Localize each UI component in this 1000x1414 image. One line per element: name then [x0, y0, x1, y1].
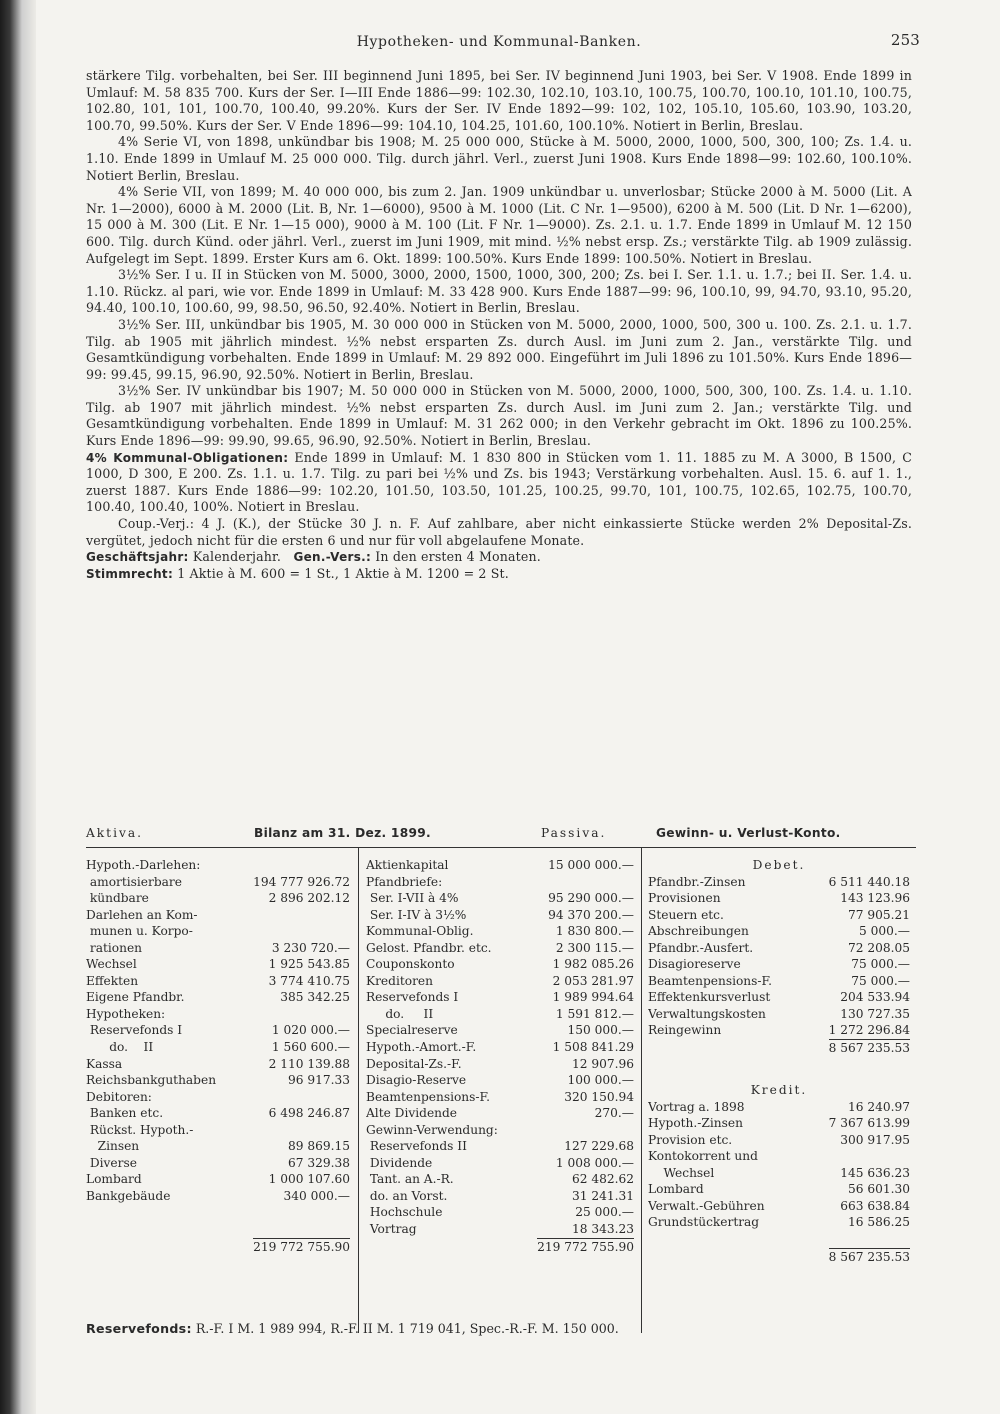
passiva-row-label: Hochschule	[366, 1205, 443, 1220]
kredit-total-value: 8 567 235.53	[828, 1249, 910, 1264]
debet-row	[648, 874, 910, 891]
aktiva-row-value: 3 230 720.—	[271, 940, 350, 955]
paragraph-ser-i-ii: 3½% Ser. I u. II in Stücken von M. 5000, 3000, 2000, 1500, 1000, 300, 200; Zs. bei I. Ser. 1.1. u. 1.7.; bei II. Ser. 1.4. u. 1.10. Rückz. al pari, wie vor. Ende 1899 in Umlauf: M. 33 428 900. Kurs Ende 1887—99: 96, 100.10, 99, 94.70, 93.10, 95.20, 94.40, 100.10, 100.60, 99, 98.50, 96.50, 92.40%. Notiert in Berlin, Breslau.	[86, 267, 912, 316]
spacer	[86, 1204, 350, 1237]
debet-row-value: 143 123.96	[840, 891, 910, 906]
passiva-row	[366, 1188, 634, 1205]
passiva-row-label: do. an Vorst.	[366, 1188, 448, 1203]
passiva-row-value: 15 000 000.—	[548, 858, 634, 872]
debet-row	[648, 973, 910, 990]
kredit-row-label: Vortrag a. 1898	[648, 1099, 745, 1114]
passiva-row	[366, 1204, 634, 1221]
aktiva-row-value: 96 917.33	[287, 1073, 350, 1088]
debet-row-label: Provisionen	[648, 891, 721, 906]
paragraph-serie-vi: 4% Serie VI, von 1898, unkündbar bis 1908; M. 25 000 000, Stücke à M. 5000, 2000, 1000, 500, 300, 100; Zs. 1.4. u. 1.10. Ende 1899 in Umlauf M. 25 000 000. Tilg. durch jährl. Verl., zuerst Juni 1908. Kurs Ende 1898—99: 102.60, 100.10%. Notiert Berlin, Breslau.	[86, 134, 912, 183]
passiva-row-label: Disagio-Reserve	[366, 1073, 467, 1088]
passiva-row-value: 127 229.68	[564, 1139, 634, 1154]
paragraph-ser-iii: 3½% Ser. III, unkündbar bis 1905, M. 30 000 000 in Stücken von M. 5000, 2000, 1000, 500, 300 u. 100. Zs. 2.1. u. 1.7. Tilg. ab 1905 mit jährlich mindest. ½% nebst ersparten Zs. durch Ausl. im Juni zum 2. Jan., verstärkte Tilg. und Gesamtkündigung vorbehalten. Ende 1899 in Umlauf: M. 29 892 000. Eingeführt im Juli 1896 zu 101.50%. Kurs Ende 1896—99: 99.45, 99.15, 96.90, 92.50%. Notiert in Berlin, Breslau.	[86, 316, 912, 382]
aktiva-row	[86, 1039, 350, 1056]
passiva-row	[366, 1006, 634, 1023]
debet-row	[648, 923, 910, 940]
kredit-label: Kredit.	[750, 1083, 808, 1098]
aktiva-row	[86, 923, 350, 940]
debet-label: Debet.	[752, 858, 806, 872]
aktiva-total	[86, 1238, 350, 1255]
page-header	[86, 30, 920, 58]
aktiva-row	[86, 1089, 350, 1106]
debet-row-value: 204 533.94	[840, 990, 910, 1005]
geschaeftsjahr-value: Kalenderjahr.	[192, 549, 281, 565]
page-number: 253	[890, 31, 920, 49]
kredit-row-label: Hypoth.-Zinsen	[648, 1116, 743, 1131]
stimmrecht-label: Stimmrecht:	[86, 566, 174, 581]
passiva-row	[366, 1138, 634, 1155]
passiva-row-label: Beamtenpensions-F.	[366, 1089, 490, 1104]
debet-row	[648, 890, 910, 907]
kredit-row-label: Lombard	[648, 1182, 704, 1197]
aktiva-row-label: munen u. Korpo-	[86, 924, 193, 939]
gen-vers-value: In den ersten 4 Monaten.	[375, 549, 541, 565]
passiva-row-label: Couponskonto	[366, 957, 455, 972]
passiva-row	[366, 857, 634, 874]
page	[86, 30, 920, 582]
passiva-row-label: Tant. an A.-R.	[366, 1172, 454, 1187]
passiva-label: Passiva.	[541, 826, 607, 840]
passiva-row-value: 2 300 115.—	[555, 940, 634, 955]
paragraph-geschaeftsjahr	[86, 549, 912, 566]
debet-row-label: Pfandbr.-Zinsen	[648, 874, 746, 889]
aktiva-row-label: Bankgebäude	[86, 1188, 171, 1203]
debet-total-value: 8 567 235.53	[828, 1041, 910, 1056]
aktiva-row-label: Hypoth.-Darlehen:	[86, 858, 201, 872]
debet-row	[648, 907, 910, 924]
kredit-row	[648, 1198, 910, 1215]
passiva-row-label: Dividende	[366, 1155, 433, 1170]
passiva-row	[366, 907, 634, 924]
aktiva-row-label: Darlehen an Kom-	[86, 907, 198, 922]
balance-top-rule	[86, 847, 916, 848]
aktiva-row-value: 3 774 410.75	[268, 973, 350, 988]
debet-row-value: 72 208.05	[847, 940, 910, 955]
reservefonds-text: R.-F. I M. 1 989 994, R.-F. II M. 1 719 041, Spec.-R.-F. M. 150 000.	[195, 1321, 619, 1336]
body-text	[86, 68, 912, 582]
aktiva-column	[86, 857, 350, 1254]
guv-title	[656, 825, 841, 842]
debet-row	[648, 1006, 910, 1023]
balance-sheet	[86, 823, 916, 1323]
kredit-row	[648, 1165, 910, 1182]
aktiva-row-value: 6 498 246.87	[268, 1106, 350, 1121]
debet-row-value: 130 727.35	[840, 1006, 910, 1021]
kommunal-text: Ende 1899 in Umlauf: M. 1 830 800 in Stücken vom 1. 11. 1885 zu M. A 3000, B 1500, C 1000, D 300, E 200. Zs. 1.1. u. 1.7. Tilg. zu pari bei ½% und Zs. bis 1943; Verstärkung vorbehalten. Ausl. 15. 6. auf 1. 1., zuerst 1887. Kurs Ende 1886—99: 102.20, 101.50, 103.50, 101.25, 100.25, 99.70, 101, 100.75, 102.65, 102.75, 100.70, 100.40, 100.40, 100%. Notiert in Breslau.	[86, 449, 912, 515]
passiva-row	[366, 1072, 634, 1089]
passiva-row-value: 150 000.—	[567, 1023, 634, 1038]
passiva-row-label: Specialreserve	[366, 1023, 458, 1038]
passiva-row-label: Pfandbriefe:	[366, 874, 443, 889]
passiva-row	[366, 940, 634, 957]
passiva-row-label: Ser. I-VII à 4%	[366, 891, 459, 906]
paragraph-stimmrecht	[86, 566, 912, 583]
passiva-total-label	[366, 1238, 537, 1255]
aktiva-total-value: 219 772 755.90	[253, 1239, 350, 1254]
paragraph-1: stärkere Tilg. vorbehalten, bei Ser. III beginnend Juni 1895, bei Ser. IV beginnend Juni 1903, bei Ser. V 1908. Ende 1899 in Umlauf: M. 58 835 700. Kurs der Ser. I—III Ende 1886—99: 102.30, 102.10, 103.10, 100.75, 100.70, 100.10, 101.10, 100.75, 102.80, 101, 101, 100.70, 100.40, 99.20%. Kurs der Ser. IV Ende 1892—99: 102, 102, 105.10, 105.60, 103.90, 103.20, 100.70, 99.50%. Kurs der Ser. V Ende 1896—99: 104.10, 104.25, 101.60, 100.10%. Notiert in Berlin, Breslau.	[86, 68, 912, 133]
guv-column	[648, 857, 910, 1264]
passiva-row-value: 94 370 200.—	[548, 907, 634, 922]
passiva-row	[366, 1122, 634, 1139]
debet-total-label	[648, 1039, 829, 1056]
kredit-row	[648, 1132, 910, 1149]
balance-header	[86, 823, 916, 845]
debet-row-value: 6 511 440.18	[828, 874, 910, 889]
kredit-row-label: Grundstückertrag	[648, 1215, 760, 1230]
kredit-row-value: 663 638.84	[840, 1198, 910, 1213]
passiva-row-value: 1 008 000.—	[555, 1155, 634, 1170]
aktiva-row	[86, 1171, 350, 1188]
passiva-column	[366, 857, 634, 1254]
kredit-row	[648, 1148, 910, 1165]
passiva-row-label: Alte Dividende	[366, 1106, 458, 1121]
kredit-row-label: Kontokorrent und	[648, 1149, 758, 1164]
passiva-row-value: 1 989 994.64	[552, 990, 634, 1005]
stimmrecht-value: 1 Aktie à M. 600 = 1 St., 1 Aktie à M. 1200 = 2 St.	[177, 565, 509, 581]
kredit-row	[648, 1099, 910, 1116]
passiva-row-label: Reservefonds II	[366, 1139, 467, 1154]
debet-row-label: Abschreibungen	[648, 924, 749, 939]
aktiva-row	[86, 1138, 350, 1155]
passiva-row	[366, 1089, 634, 1106]
spacer	[648, 1231, 910, 1248]
aktiva-row-label: do. II	[86, 1040, 154, 1055]
aktiva-row-value: 1 000 107.60	[268, 1172, 350, 1187]
aktiva-row-label: Wechsel	[86, 957, 137, 972]
debet-row-label: Disagioreserve	[648, 957, 741, 972]
aktiva-row	[86, 1122, 350, 1139]
passiva-row-label: Aktienkapital	[366, 858, 449, 872]
aktiva-row	[86, 1022, 350, 1039]
debet-row	[648, 956, 910, 973]
debet-row	[648, 989, 910, 1006]
aktiva-total-label	[86, 1238, 253, 1255]
debet-row-value: 77 905.21	[847, 907, 910, 922]
debet-row-label: Reingewinn	[648, 1023, 722, 1038]
aktiva-row-value: 2 110 139.88	[268, 1056, 350, 1071]
passiva-row	[366, 1022, 634, 1039]
debet-row	[648, 1022, 910, 1039]
debet-row-value: 75 000.—	[851, 957, 910, 972]
passiva-row-value: 320 150.94	[564, 1089, 634, 1104]
debet-row-label: Pfandbr.-Ausfert.	[648, 940, 754, 955]
paragraph-serie-vii: 4% Serie VII, von 1899; M. 40 000 000, bis zum 2. Jan. 1909 unkündbar u. unverlosbar; Stücke 2000 à M. 5000 (Lit. A Nr. 1—2000), 6000 à M. 2000 (Lit. B, Nr. 1—6000), 9500 à M. 1000 (Lit. C Nr. 1—9500), 6200 à M. 500 (Lit. D Nr. 1—6200), 15 000 à M. 300 (Lit. E Nr. 1—15 000), 9000 à M. 100 (Lit. F Nr. 1—9000). Zs. 2.1. u. 1.7. Ende 1899 in Umlauf M. 12 150 600. Tilg. durch Künd. oder jährl. Verl., zuerst im Juni 1909, mit mind. ½% nebst ersp. Zs.; verstärkte Tilg. ab 1909 zulässig. Aufgelegt im Sept. 1899. Erster Kurs am 6. Okt. 1899: 100.50%. Kurs Ende 1899: 100.50%. Notiert in Breslau.	[86, 184, 912, 266]
paragraph-coupon: Coup.-Verj.: 4 J. (K.), der Stücke 30 J. n. F. Auf zahlbare, aber nicht einkassierte Stücke werden 2% Deposital-Zs. vergütet, jedoch nicht für die ersten 6 und nur für voll abgelaufene Monate.	[86, 516, 912, 548]
passiva-row-value: 62 482.62	[571, 1172, 634, 1187]
passiva-row-value: 12 907.96	[571, 1056, 634, 1071]
aktiva-row	[86, 857, 350, 874]
passiva-total-value: 219 772 755.90	[537, 1239, 634, 1254]
passiva-row-label: Gewinn-Verwendung:	[366, 1122, 498, 1137]
passiva-row	[366, 923, 634, 940]
passiva-row-label: Kommunal-Oblig.	[366, 924, 474, 939]
kredit-row-value: 56 601.30	[847, 1182, 910, 1197]
aktiva-row-label: Rückst. Hypoth.-	[86, 1122, 194, 1137]
passiva-row	[366, 989, 634, 1006]
passiva-row-value: 1 830 800.—	[555, 924, 634, 939]
kredit-total-label	[648, 1248, 829, 1265]
debet-total	[648, 1039, 910, 1056]
aktiva-row	[86, 1006, 350, 1023]
debet-row-value: 1 272 296.84	[828, 1023, 910, 1038]
aktiva-row-label: amortisierbare	[86, 874, 182, 889]
debet-row-label: Steuern etc.	[648, 907, 724, 922]
reservefonds-label: Reservefonds:	[86, 1321, 192, 1336]
passiva-row-value: 1 591 812.—	[555, 1006, 634, 1021]
passiva-row-value: 31 241.31	[571, 1188, 634, 1203]
aktiva-passiva-divider	[358, 847, 359, 1333]
running-title: Hypotheken- und Kommunal-Banken.	[356, 34, 642, 50]
aktiva-row-value: 1 020 000.—	[271, 1023, 350, 1038]
aktiva-row-value: 67 329.38	[287, 1155, 350, 1170]
passiva-guv-divider	[641, 847, 642, 1333]
kredit-row	[648, 1115, 910, 1132]
aktiva-row-value: 340 000.—	[283, 1188, 350, 1203]
passiva-row	[366, 1221, 634, 1238]
passiva-row-value: 1 982 085.26	[552, 957, 634, 972]
passiva-row-value: 270.—	[594, 1106, 634, 1121]
kredit-row-label: Wechsel	[648, 1165, 715, 1180]
balance-title-text: Bilanz am 31. Dez. 1899.	[254, 826, 431, 840]
kredit-row	[648, 1181, 910, 1198]
passiva-row-label: Hypoth.-Amort.-F.	[366, 1040, 477, 1055]
kredit-row	[648, 1214, 910, 1231]
aktiva-row-value: 385 342.25	[280, 990, 350, 1005]
aktiva-row	[86, 1155, 350, 1172]
aktiva-row-value: 2 896 202.12	[268, 891, 350, 906]
debet-row-label: Beamtenpensions-F.	[648, 973, 772, 988]
passiva-row-label: do. II	[366, 1006, 434, 1021]
aktiva-row-label: Reservefonds I	[86, 1023, 183, 1038]
book-binding-edge	[0, 0, 36, 1414]
gen-vers-label: Gen.-Vers.:	[293, 550, 372, 565]
passiva-row	[366, 1039, 634, 1056]
aktiva-row	[86, 1105, 350, 1122]
passiva-row-value: 100 000.—	[567, 1073, 634, 1088]
aktiva-row	[86, 907, 350, 924]
kredit-row-value: 16 586.25	[847, 1215, 910, 1230]
passiva-total	[366, 1238, 634, 1255]
aktiva-row-label: rationen	[86, 940, 143, 955]
paragraph-kommunal	[86, 450, 912, 516]
aktiva-row-label: Effekten	[86, 973, 139, 988]
passiva-row-value: 95 290 000.—	[548, 891, 634, 906]
kredit-row-value: 145 636.23	[840, 1165, 910, 1180]
debet-row	[648, 940, 910, 957]
aktiva-row-value: 194 777 926.72	[253, 874, 350, 889]
passiva-row-label: Gelost. Pfandbr. etc.	[366, 940, 492, 955]
aktiva-row	[86, 956, 350, 973]
aktiva-row-label: Kassa	[86, 1056, 123, 1071]
kredit-row-label: Provision etc.	[648, 1132, 733, 1147]
kredit-row-value: 300 917.95	[840, 1132, 910, 1147]
spacer	[648, 1056, 910, 1082]
aktiva-row	[86, 973, 350, 990]
passiva-row	[366, 1056, 634, 1073]
aktiva-row-label: Reichsbankguthaben	[86, 1073, 217, 1088]
aktiva-row	[86, 890, 350, 907]
passiva-row-label: Reservefonds I	[366, 990, 459, 1005]
debet-row-value: 75 000.—	[851, 973, 910, 988]
aktiva-row-label: Diverse	[86, 1155, 137, 1170]
passiva-row	[366, 1171, 634, 1188]
aktiva-row	[86, 1188, 350, 1205]
aktiva-row-label: kündbare	[86, 891, 149, 906]
balance-title	[254, 825, 431, 842]
aktiva-row-label: Hypotheken:	[86, 1006, 166, 1021]
geschaeftsjahr-label: Geschäftsjahr:	[86, 550, 189, 565]
passiva-row-label: Ser. I-IV à 3½%	[366, 907, 467, 922]
aktiva-row-value: 1 560 600.—	[271, 1040, 350, 1055]
kredit-row-value: 16 240.97	[847, 1099, 910, 1114]
guv-title-text: Gewinn- u. Verlust-Konto.	[656, 826, 841, 840]
aktiva-row-label: Zinsen	[86, 1139, 140, 1154]
kredit-row-value: 7 367 613.99	[828, 1116, 910, 1131]
passiva-row-value: 1 508 841.29	[552, 1040, 634, 1055]
paragraph-ser-iv: 3½% Ser. IV unkündbar bis 1907; M. 50 000 000 in Stücken von M. 5000, 2000, 1000, 500, 300, 100. Zs. 1.4. u. 1.10. Tilg. ab 1907 mit jährlich mindest. ½% nebst ersparten Zs. durch Ausl. im Juni zum 2. Jan.; verstärkte Tilg. und Gesamtkündigung vorbehalten. Ende 1899 in Umlauf: M. 31 262 000; in den Verkehr gebracht im Okt. 1896 zu 100.25%. Kurs Ende 1896—99: 99.90, 99.65, 96.90, 92.50%. Notiert in Berlin, Breslau.	[86, 383, 912, 449]
debet-row-label: Verwaltungskosten	[648, 1006, 766, 1021]
aktiva-row	[86, 1056, 350, 1073]
reservefonds-footer	[86, 1321, 912, 1336]
kredit-total	[648, 1248, 910, 1265]
aktiva-row	[86, 940, 350, 957]
aktiva-row	[86, 1072, 350, 1089]
passiva-row-label: Vortrag	[366, 1222, 417, 1237]
aktiva-row	[86, 874, 350, 891]
passiva-row-value: 2 053 281.97	[552, 973, 634, 988]
aktiva-row-label: Lombard	[86, 1172, 142, 1187]
passiva-row	[366, 1155, 634, 1172]
aktiva-row-label: Eigene Pfandbr.	[86, 990, 185, 1005]
kredit-row-label: Verwalt.-Gebühren	[648, 1198, 765, 1213]
debet-row-label: Effektenkursverlust	[648, 990, 771, 1005]
passiva-row	[366, 890, 634, 907]
debet-row-value: 5 000.—	[859, 924, 910, 939]
aktiva-row-value: 1 925 543.85	[268, 957, 350, 972]
passiva-row-label: Kreditoren	[366, 973, 433, 988]
passiva-row	[366, 956, 634, 973]
passiva-row	[366, 973, 634, 990]
kommunal-label: 4% Kommunal-Obligationen:	[86, 450, 289, 465]
passiva-row-label: Deposital-Zs.-F.	[366, 1056, 462, 1071]
passiva-row	[366, 874, 634, 891]
passiva-row	[366, 1105, 634, 1122]
aktiva-row-label: Debitoren:	[86, 1089, 152, 1104]
aktiva-row-value: 89 869.15	[287, 1139, 350, 1154]
passiva-row-value: 18 343.23	[571, 1222, 634, 1237]
aktiva-label: Aktiva.	[86, 826, 144, 840]
aktiva-row-label: Banken etc.	[86, 1106, 164, 1121]
passiva-row-value: 25 000.—	[575, 1205, 634, 1220]
aktiva-row	[86, 989, 350, 1006]
